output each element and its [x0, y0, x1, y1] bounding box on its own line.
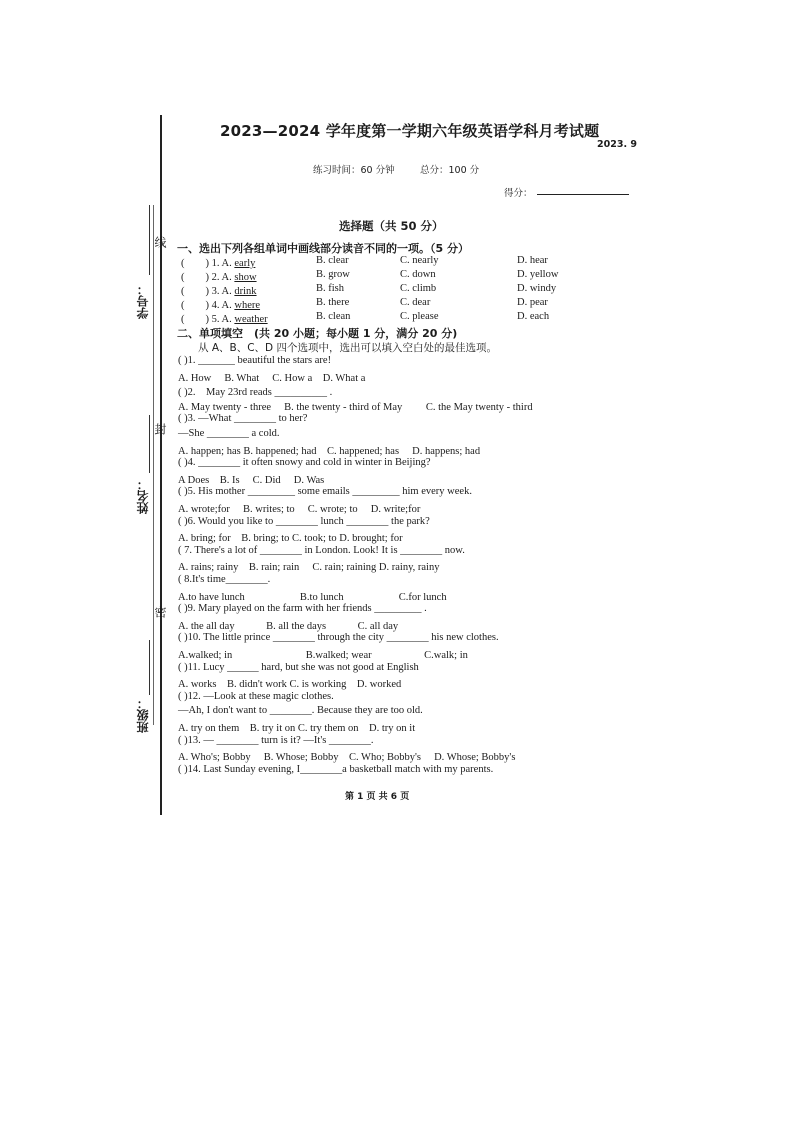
part2-line: A. works B. didn't work C. is working D. worked	[178, 679, 402, 691]
part2-line: ( )14. Last Sunday evening, I________a basketball match with my parents.	[178, 763, 494, 775]
total-label: 总分：100 分	[420, 165, 480, 176]
part1-item-2-option-b: B. grow	[316, 269, 350, 280]
part2-line: A. bring; for B. bring; to C. took; to D. brought; for	[178, 533, 403, 545]
part1-word-a: early	[234, 258, 256, 269]
time-label: 练习时间：60 分钟	[313, 165, 395, 176]
part1-item-number: ( ) 3. A.	[181, 286, 235, 297]
score-blank[interactable]	[537, 194, 629, 195]
part2-line: A.to have lunch B.to lunch C.for lunch	[178, 591, 447, 603]
part2-instruction: 从 A、B、C、D 四个选项中，选出可以填入空白处的最佳选项。	[198, 342, 497, 354]
part1-item-5-option-d: D. each	[517, 311, 550, 322]
exam-date: 2023. 9	[597, 139, 637, 150]
part1-item-1-option-d: D. hear	[517, 255, 548, 266]
part2-line: ( )2. May 23rd reads __________ .	[178, 387, 333, 399]
part1-item-3-option-c: C. climb	[400, 283, 437, 294]
page-footer: 第 1 页 共 6 页	[345, 792, 410, 802]
class-blank	[149, 640, 150, 695]
part1-word-a: weather	[234, 314, 268, 325]
part2-line: A. the all day B. all the days C. all day	[178, 620, 399, 632]
part1-item-2-option-d: D. yellow	[517, 269, 559, 280]
part2-line: A. How B. What C. How a D. What a	[178, 372, 366, 384]
part1-item-number: ( ) 4. A.	[181, 300, 235, 311]
part1-item-2-option-a	[181, 269, 257, 284]
part1-word-a: show	[234, 272, 257, 283]
seal-mark-mi: 密	[153, 606, 167, 618]
part2-line: —She ________ a cold.	[178, 428, 280, 439]
part1-item-4-option-b: B. there	[316, 297, 350, 308]
part2-line: —Ah, I don't want to ________. Because they are too old.	[178, 705, 423, 717]
part2-line: ( 8.It's time________.	[178, 574, 271, 585]
seal-mark-xian: 线	[153, 236, 167, 248]
part1-item-4-option-c: C. dear	[400, 297, 431, 308]
part1-item-5-option-b: B. clean	[316, 311, 351, 322]
part1-heading: 一、选出下列各组单词中画线部分读音不同的一项。（5 分）	[177, 242, 469, 255]
part2-line: ( )9. Mary played on the farm with her friends _________ .	[178, 603, 427, 615]
part2-line: A. rains; rainy B. rain; rain C. rain; raining D. rainy, rainy	[178, 562, 440, 574]
part1-item-3-option-a	[181, 283, 257, 298]
section-title: 选择题（共 50 分）	[339, 219, 444, 233]
part2-line: A. happen; has B. happened; had C. happened; has D. happens; had	[178, 445, 481, 457]
exam-title: 2023—2024 学年度第一学期六年级英语学科月考试题	[220, 122, 600, 140]
part2-line: ( 7. There's a lot of ________ in London. Look! It is ________ now.	[178, 544, 465, 556]
class-label: 班级：	[136, 697, 150, 733]
part2-heading: 二、单项填空 (共 20 小题；每小题 1 分，满分 20 分)	[177, 327, 458, 340]
part1-item-5-option-a	[181, 311, 268, 326]
part2-line: A. May twenty - three B. the twenty - third of May C. the May twenty - third	[178, 401, 533, 413]
part2-line: ( )3. —What ________ to her?	[178, 413, 308, 425]
seal-mark-feng: 封	[153, 423, 167, 435]
part1-item-5-option-c: C. please	[400, 311, 439, 322]
part2-line: ( )13. — ________ turn is it? —It's ________.	[178, 734, 374, 746]
part2-line: A Does B. Is C. Did D. Was	[178, 474, 325, 486]
student-name-blank	[149, 415, 150, 473]
part1-item-3-option-d: D. windy	[517, 283, 557, 294]
part2-line: ( )4. ________ it often snowy and cold in winter in Beijing?	[178, 457, 431, 469]
part2-line: ( )1. _______ beautiful the stars are!	[178, 355, 332, 366]
part2-line: A. try on them B. try it on C. try them on D. try on it	[178, 723, 416, 734]
part2-line: A. wrote;for B. writes; to C. wrote; to D. write;for	[178, 504, 421, 515]
part1-item-number: ( ) 1. A.	[181, 258, 235, 269]
part2-line: ( )6. Would you like to ________ lunch ________ the park?	[178, 515, 430, 527]
part1-item-4-option-d: D. pear	[517, 297, 548, 308]
part1-item-1-option-c: C. nearly	[400, 255, 439, 266]
binding-line	[160, 115, 162, 815]
part2-line: ( )12. —Look at these magic clothes.	[178, 690, 334, 702]
student-number-blank	[149, 205, 150, 275]
part2-line: ( )5. His mother _________ some emails _________ him every week.	[178, 486, 472, 498]
part1-item-4-option-a	[181, 297, 260, 312]
part2-line: A.walked; in B.walked; wear C.walk; in	[178, 650, 468, 661]
part2-line: A. Who's; Bobby B. Whose; Bobby C. Who; Bobby's D. Whose; Bobby's	[178, 752, 516, 764]
part1-item-number: ( ) 2. A.	[181, 272, 235, 283]
part1-item-1-option-a	[181, 255, 255, 270]
score-label: 得分：	[504, 188, 533, 199]
student-number-label: 学号：	[136, 283, 150, 319]
part2-line: ( )11. Lucy ______ hard, but she was not good at English	[178, 661, 419, 673]
part1-word-a: where	[234, 300, 261, 311]
part1-item-1-option-b: B. clear	[316, 255, 349, 266]
part2-line: ( )10. The little prince ________ through the city ________ his new clothes.	[178, 632, 499, 644]
part1-item-number: ( ) 5. A.	[181, 314, 235, 325]
part1-word-a: drink	[234, 286, 257, 297]
binding-inner-line	[153, 205, 154, 725]
student-name-label: 姓名：	[136, 478, 150, 514]
part1-item-2-option-c: C. down	[400, 269, 436, 280]
part1-item-3-option-b: B. fish	[316, 283, 345, 294]
